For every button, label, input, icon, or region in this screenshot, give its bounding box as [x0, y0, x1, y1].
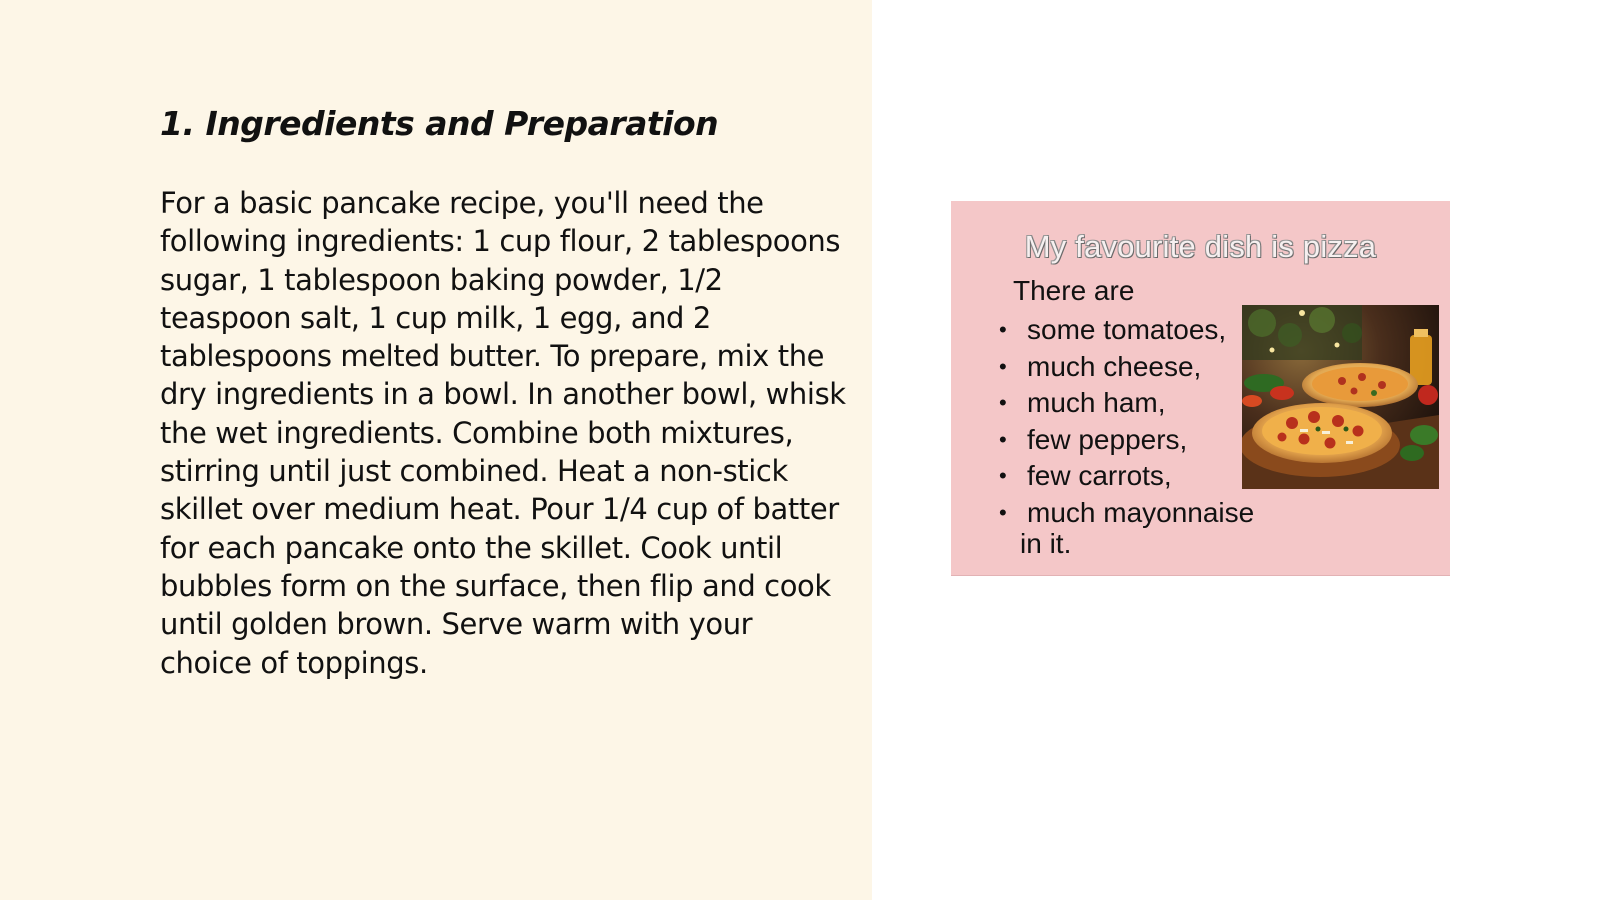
pizza-illustration [1242, 305, 1439, 489]
slide-title: My favourite dish is pizza [1024, 229, 1377, 264]
pizza-photo [1242, 305, 1439, 489]
list-item [999, 385, 1254, 422]
list-item [999, 312, 1254, 349]
list-item-label: some tomatoes, [1027, 314, 1227, 345]
bullet-icon: • [999, 353, 1007, 379]
list-item-label: much cheese, [1027, 350, 1202, 382]
bullet-icon: • [999, 499, 1007, 525]
list-item-label: much mayonnaise [1027, 496, 1255, 528]
list-item-label: few peppers, [1027, 423, 1188, 455]
slide-intro-text: There are [1013, 275, 1135, 306]
bullet-icon: • [999, 390, 1007, 416]
list-item-label: much ham, [1027, 387, 1166, 419]
ingredient-list [999, 312, 1254, 532]
bullet-icon: • [999, 317, 1007, 342]
pizza-slide-image [951, 201, 1450, 576]
list-item [999, 458, 1254, 495]
list-item-label: few carrots, [1027, 460, 1172, 492]
list-item [999, 422, 1254, 459]
recipe-paragraph: For a basic pancake recipe, you'll need the following ingredients: 1 cup flour, 2 tablespoons sugar, 1 tablespoon baking powder, 1/2 teaspoon salt, 1 cup milk, 1 egg, and 2 tablespoons melted butter. To prepare, mix the dry ingredients in a bowl. In another bowl, whisk the wet ingredients. Combine both mixtures, stirring until just combined. Heat a non-stick skillet over medium heat. Pour 1/4 cup of batter for each pancake onto the skillet. Cook until bubbles form on the surface, then flip and cook until golden brown. Serve warm with your choice of toppings. [160, 186, 846, 680]
list-item [999, 349, 1254, 386]
bullet-icon: • [999, 426, 1007, 452]
bullet-icon: • [999, 463, 1007, 489]
section-heading: 1. Ingredients and Preparation [160, 104, 719, 143]
slide-tail-text: in it. [1020, 528, 1072, 559]
list-item [999, 495, 1254, 532]
